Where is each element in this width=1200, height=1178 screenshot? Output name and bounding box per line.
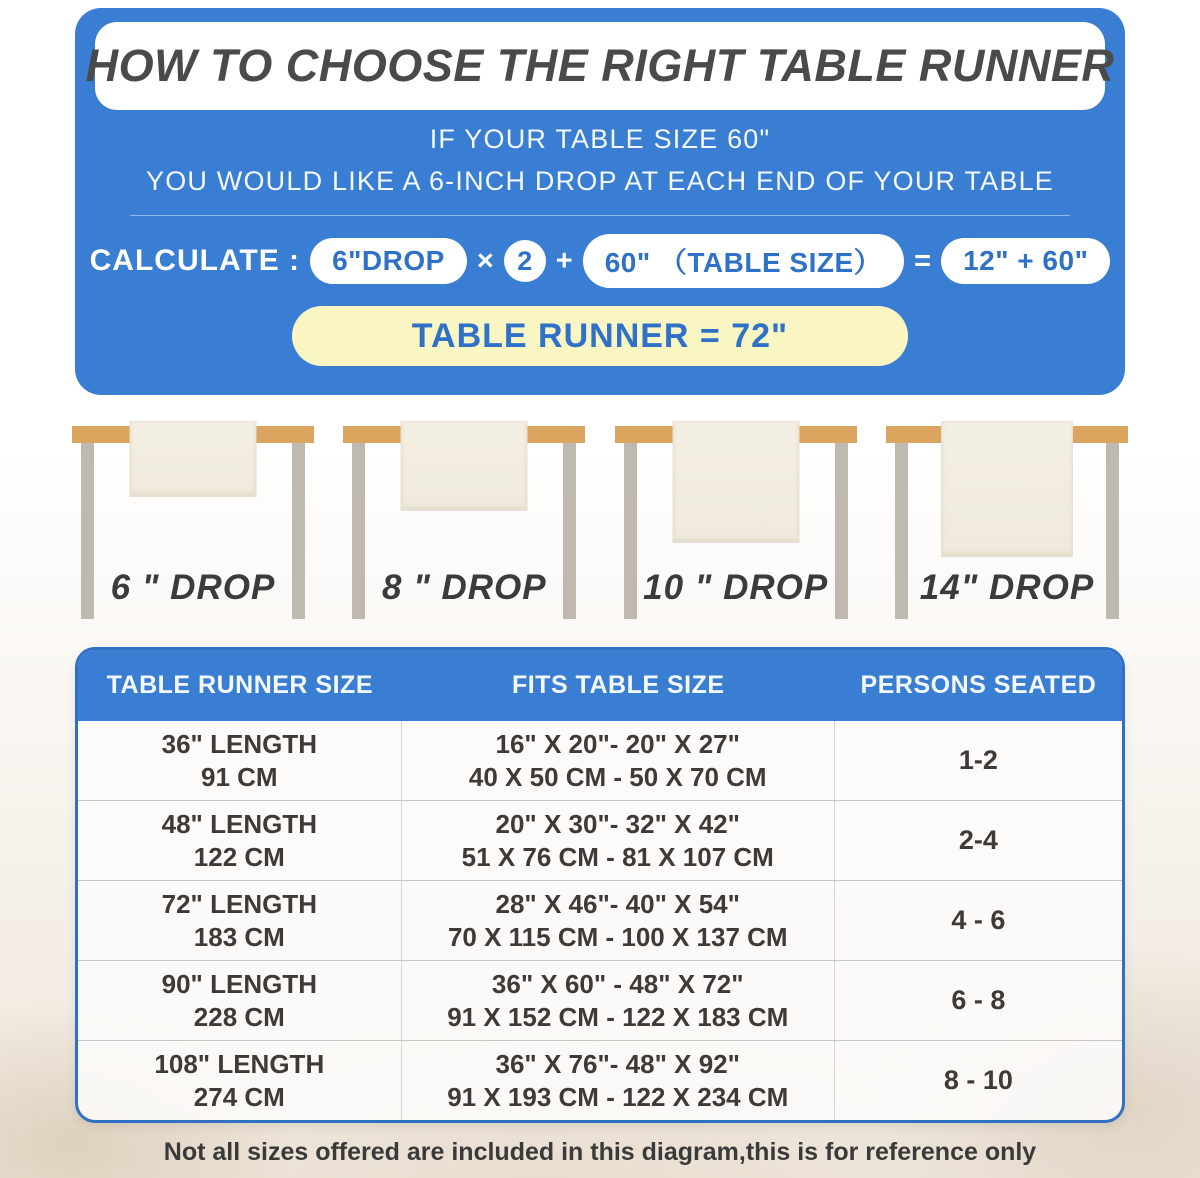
table-figure-10in-drop: [615, 418, 857, 636]
calculation-row: [75, 234, 1125, 288]
title-banner: [85, 22, 1115, 110]
fits-size-cell: 36" X 76"- 48" X 92" 91 X 193 CM - 122 X 234 CM: [402, 1041, 835, 1120]
table-row: [78, 800, 1122, 880]
table-row: [78, 880, 1122, 960]
header-runner-size: TABLE RUNNER SIZE: [106, 671, 373, 699]
fits-size-cell: 28" X 46"- 40" X 54" 70 X 115 CM - 100 X 137 CM: [402, 881, 835, 960]
result-text: TABLE RUNNER = 72": [411, 316, 789, 355]
size-chart: [75, 647, 1125, 1123]
reference-note: Not all sizes offered are included in this diagram,this is for reference only: [163, 1138, 1037, 1166]
persons-cell: 4 - 6: [951, 905, 1006, 935]
persons-cell: 2-4: [958, 825, 998, 855]
runner-drape: [130, 421, 257, 497]
table-size-pill: 60" （TABLE SIZE）: [583, 234, 904, 288]
drop-label: 6 " DROP: [110, 568, 276, 607]
drop-pill: 6"DROP: [310, 238, 467, 284]
table-row: [78, 721, 1122, 800]
hero-panel: [75, 8, 1125, 395]
runner-size-cell: 48" LENGTH 122 CM: [78, 801, 402, 880]
runner-drape: [401, 421, 528, 511]
runner-size-cell: 108" LENGTH 274 CM: [78, 1041, 402, 1120]
header-persons-seated: PERSONS SEATED: [860, 671, 1097, 699]
table-figure-6in-drop: [72, 418, 314, 636]
table-figure-14in-drop: [886, 418, 1128, 636]
header-fits-table-size: FITS TABLE SIZE: [511, 671, 725, 699]
runner-drape: [672, 421, 799, 543]
persons-cell: 6 - 8: [951, 985, 1006, 1015]
divider: [130, 215, 1070, 216]
table-figure-8in-drop: [343, 418, 585, 636]
multiplier-badge: 2: [504, 240, 546, 282]
persons-cell: 8 - 10: [943, 1065, 1013, 1095]
plus-operator: +: [555, 244, 573, 277]
page-title: HOW TO CHOOSE THE RIGHT TABLE RUNNER: [85, 40, 1115, 91]
subtitle-line2: YOU WOULD LIKE A 6-INCH DROP AT EACH END OF YOUR TABLE: [145, 166, 1054, 196]
size-chart-header: [78, 650, 1122, 721]
fits-size-cell: 20" X 30"- 32" X 42" 51 X 76 CM - 81 X 107 CM: [402, 801, 835, 880]
runner-drape: [941, 421, 1073, 557]
runner-size-cell: 90" LENGTH 228 CM: [78, 961, 402, 1040]
drop-label: 10 " DROP: [643, 568, 829, 607]
runner-size-cell: 36" LENGTH 91 CM: [78, 721, 402, 800]
multiply-operator: ×: [476, 244, 494, 277]
table-row: [78, 1040, 1122, 1120]
result-pill: [292, 306, 908, 366]
drop-label: 14" DROP: [919, 568, 1095, 607]
table-row: [78, 960, 1122, 1040]
drop-label: 8 " DROP: [382, 568, 547, 607]
persons-cell: 1-2: [958, 745, 998, 775]
drop-examples: [72, 418, 1128, 643]
fits-size-cell: 36" X 60" - 48" X 72" 91 X 152 CM - 122 X 183 CM: [402, 961, 835, 1040]
sum-pill: 12" + 60": [941, 238, 1110, 284]
runner-size-cell: 72" LENGTH 183 CM: [78, 881, 402, 960]
calculate-label: CALCULATE :: [89, 244, 301, 277]
subtitle-line1: IF YOUR TABLE SIZE 60": [429, 124, 771, 154]
fits-size-cell: 16" X 20"- 20" X 27" 40 X 50 CM - 50 X 70 CM: [402, 721, 835, 800]
equals-operator: =: [914, 244, 932, 277]
size-chart-body: [78, 721, 1122, 1120]
